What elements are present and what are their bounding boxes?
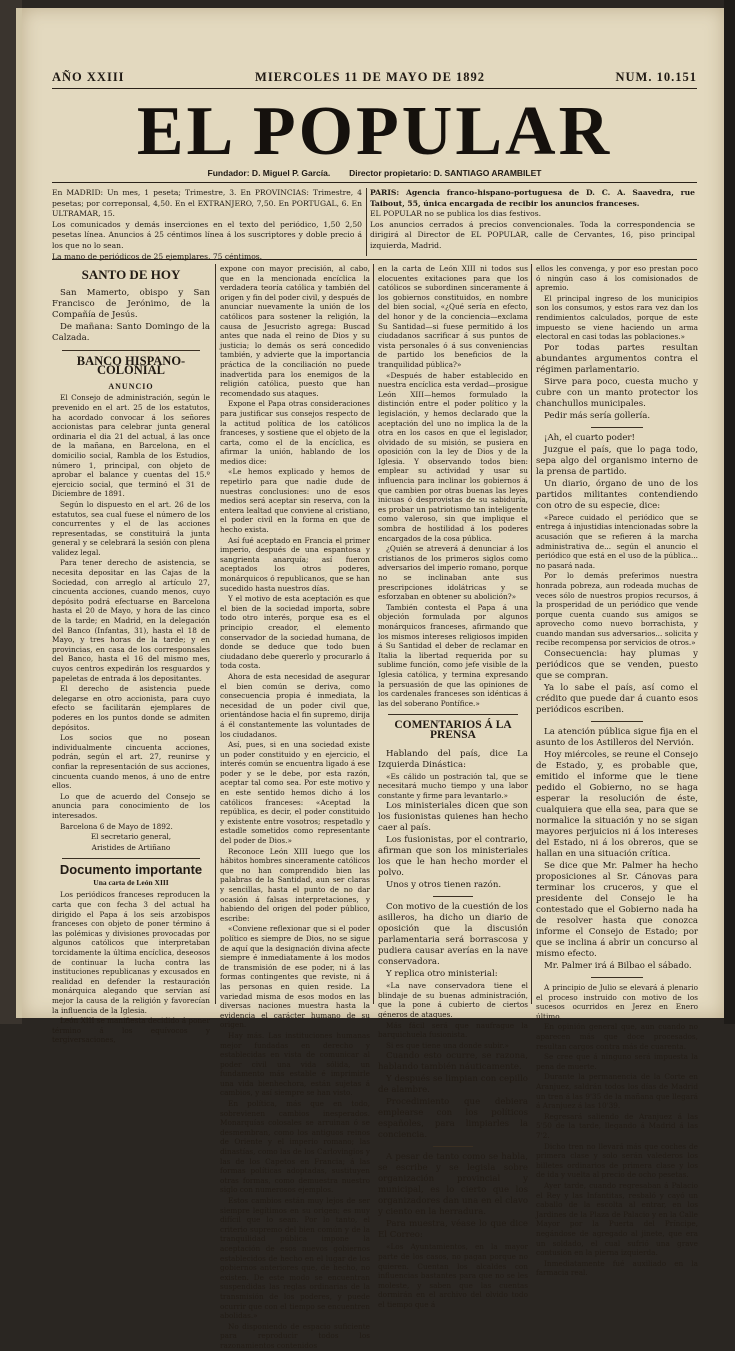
info-line: En MADRID: Un mes, 1 peseta; Trimestre, 3. En PROVINCIAS: Trimestre, 4 pesetas; por correponsal, 4,50. En el EXTRANJERO, 7,50. En PORTUGAL, 6. En ULTRAMAR, 15. — [52, 188, 362, 219]
divider — [591, 977, 643, 978]
newspaper-page — [22, 8, 724, 1350]
divider — [591, 721, 643, 722]
paragraph: Y replica otro ministerial: — [386, 969, 498, 980]
info-line: EL POPULAR no se publica los dias festivos. — [370, 209, 542, 219]
documento-subheading: Una carta de León XIII — [93, 877, 169, 887]
paragraph: Por todas partes resultan abundantes argumentos contra el régimen parlamentario. — [536, 342, 698, 375]
agency-info — [370, 188, 695, 252]
info-line: PARIS: Agencia franco-hispano-portuguesa de D. C. A. Saavedra, rue Taibout, 55, única encargada de recibir los anuncios franceses. — [370, 188, 695, 208]
paragraph: Consecuencia: hay plumas y periódicos que se venden, puesto que se compran. — [536, 649, 698, 682]
paragraph: Durante la permanencia de la Corte en Aranjuez, saldrán todos los días de Madrid un tren á las 9'35 de la mañana que llegará á Aranjuez á las 10'39. — [536, 1072, 698, 1111]
info-divider — [366, 188, 367, 256]
paragraph: Unos y otros tienen razón. — [386, 880, 502, 891]
rule-info — [52, 259, 697, 260]
director: Director propietario: D. SANTIAGO ARAMBILET — [349, 168, 542, 178]
paragraph: A pesar de tanto como se habla, se escribe y se legisla sobre organización provincial y municipal, es lo cierto que los organizadores dan una en el clavo y ciento en la herradura. — [378, 1152, 528, 1218]
info-line: Los anuncios cerrados á precios convencionales. Toda la correspondencia se dirigirá al Director de EL POPULAR, calle de Cervantes, 16, piso principal izquierda, Madrid. — [370, 219, 695, 250]
paragraph: «La nave conservadora tiene el blindaje de su buenas administración, que la pone á cubierto de ciertos géneros de ataques. — [378, 981, 528, 1020]
paragraph: Con motivo de la cuestión de los asilleros, ha dicho un diario de oposición que la discusión parlamentaria será borrascosa y pudiera causar averías en la nave conservadora. — [378, 902, 528, 968]
santo-tomorrow: De mañana: Santo Domingo de la Calzada. — [52, 321, 210, 343]
divider — [388, 714, 518, 715]
paragraph: Por lo demás preferimos nuestra honrada pobreza, aun rodeada muchas de veces sólo de nuestros propios recursos, á la prosperidad de un periódico que vende porque cuenta cuando sus amigos se aprovecho como nuevo borrachista, y cuando mandan sus adversarios... solicita y recibe recompensa por servicios de otros.» — [536, 571, 698, 648]
paragraph: Juzgue el país, que lo paga todo, sepa algo del organismo interno de la prensa de partido. — [536, 444, 698, 477]
paragraph: Y después se limpian con cepillo de alambre. — [378, 1074, 528, 1096]
paragraph: Estos cambios están muy lejos de ser siempre legítimos en su origen; es muy difícil que lo sean. Por lo tanto, el criterio supremo del bien común y de la tranquilidad pública impone la aceptación de esos nuevos gobiernos establecidos de hecho en el lugar de los gobiernos anteriores que, de hecho, no existen. De este modo se encuentran suspendidas las reglas ordinarias de la transmisión de los poderes, y puede ocurrir que con el tiempo se encuentren abolidas.» — [220, 1196, 370, 1321]
paragraph: León XIII se manifiesta decidido á poner término á los equívocos y tergiversaciones, — [52, 1016, 210, 1045]
anuncio-heading: ANUNCIO — [108, 381, 154, 391]
paragraph: Así, pues, si en una sociedad existe un poder constituido y en ejercicio, el interés común se encuentra ligado á ese poder y se le debe, por esta razón, aceptar tal como sea. Por este motivo y en este sentido hemos dicho á los católicos franceses: «Aceptad la república, es decir, el poder constituido y existente entre vosotros; respetadlo y estadle sometidos como representante del poder de Dios.» — [220, 740, 370, 846]
paragraph: Los ministeriales dicen que son los fusionistas quienes han hecho caer al país. — [378, 801, 528, 834]
founder: Fundador: D. Miguel P. García. — [207, 168, 331, 178]
paragraph: Más fácil será que naufrague la barquichuela fusionista. — [378, 1020, 528, 1040]
signature-title: El secretario general, — [90, 832, 172, 842]
paragraph: Lo que de acuerdo del Consejo se anuncia para conocimiento de los interesados. — [52, 791, 210, 820]
paragraph: Para tener derecho de asistencia, se necesita depositar en las Cajas de la Sociedad, con arreglo al artículo 27, cincuenta acciones, cuando menos, cuyo depósito podrá efectuarse en Barcelona hasta el 20 de Mayo, y hora de las cinco de la tarde; en Madrid, en la delegación del Banco (Infantas, 31), hasta el 18 de Mayo, y tres horas de la tarde; y en provincias, en casa de los corresponsales del Banco, hasta el 16 del mismo mes, cuyos centros expedirán los resguardos y papeletas de entrada á los depositantes. — [52, 558, 210, 683]
paragraph: Expone el Papa otras consideraciones para justificar sus consejos respecto de la actitud política de los católicos franceses, y sostiene que el objeto de la carta, como el de la encíclica, es afirmar la unión, hablando de los medios dice: — [220, 399, 370, 466]
paragraph: Dicho tren no llevará más que coches de primera clase y solo serán valederos los billetes ordinarios de primera clase y los de ida y vuelta al precio de ocho pesetas. — [536, 1141, 698, 1180]
documento-heading: Documento importante — [59, 862, 203, 878]
paragraph: No disponiendo de espacio suficiente para reproducir todos los razonamientos contenidos — [220, 1321, 370, 1350]
comentarios-heading: COMENTARIOS Á LA PRENSA — [394, 719, 512, 741]
date: MIERCOLES 11 DE MAYO DE 1892 — [255, 70, 486, 84]
divider — [62, 858, 200, 859]
paragraph: Y el motivo de esta aceptación es que el bien de la sociedad importa, sobre todo otro interés, porque esa es el principio creador, el elemento conservador de la sociedad humana, de donde se deduce que todo buen ciudadano debe quererlo y procurarlo á toda costa. — [220, 594, 370, 671]
paragraph: Así fué aceptado en Francia el primer imperio, después de una espantosa y sangrienta anarquía; así fueron aceptados los otros poderes, monárquicos ó republicanos, que se han sucedido hasta nuestros días. — [220, 535, 370, 593]
santo-text: San Mamerto, obispo y San Francisco de Jerónimo, de la Compañía de Jesús. — [52, 287, 210, 320]
column-2 — [220, 264, 370, 1350]
issue-number: NUM. 10.151 — [615, 70, 697, 84]
header-line — [52, 70, 697, 85]
paragraph: Procedimiento que debiera emplearse con los políticos españoles, para limpiarles la conciencia. — [378, 1097, 528, 1141]
paragraph: expone con mayor precisión, al cabo, que en la mencionada encíclica la verdadera teoría católica y también del origen y fin del poder civil, y después de anunciar nuevamente la unión de los católicos para sostener la religión, la causa de Jesucristo agrega: Buscad antes que nada el reino de Dios y su justicia; lo demás os será concedido también, y advierte que la importancia práctica de la conciliación no puede inadvertida para los enemigos de la religión católica, puesto que han recomendado sus ataques. — [220, 264, 370, 398]
paragraph: «Después de haber establecido en nuestra encíclica esta verdad—prosigue León XIII—hemos formulado la distinción entre el poder político y la legislación, y hemos declarado que la aceptación del uno no implica la de la otra en los casos en que el legislador, olvidado de su misión, se pusiera en oposición con la ley de Dios y de la Iglesia. Y observando todos bien: emplear su actividad y usar su influencia para inclinar los gobiernos á que cambien por otras buenas las leyes inicuas ó desprovistas de su sabiduría, es probar un patriotismo tan inteligente como valeroso, sin que implique el sombra de hostilidad á los poderes encargados de la cosa pública. — [378, 370, 528, 543]
column-divider — [215, 264, 216, 1004]
paragraph: Barcelona 6 de Mayo de 1892. — [60, 821, 173, 831]
paragraph: Los socios que no posean individualmente cincuenta acciones, podrán, según el art. 27, reunirse y confiar la representación de sus acciones, cincuenta cuando menos, á uno de entre ellos. — [52, 733, 210, 791]
year: AÑO XXIII — [52, 70, 125, 84]
divider — [433, 896, 473, 897]
column-divider — [373, 264, 374, 1004]
paragraph: También contesta el Papa á una objeción formulada por algunos monárquicos franceses, afirmando que los mismos intereses religiosos impiden á Su Santidad el deber de reclamar en Italia la libertad requerida por su sublime función, como jefe visible de la Iglesia católica, y termina expresando la persuasión de que las opiniones de los cardenales franceses son idénticas á las del soberano Pontífice.» — [378, 602, 528, 708]
paragraph: «Parece cuidado el periódico que se entrega á injustidias intencionadas sobre la acusación que se refieren á la marcha administrativa de... según el anuncio el periódico que está en el uso de la pública... no pasará nada. — [536, 512, 698, 570]
paragraph: «Le hemos explicado y hemos de repetirlo para que nadie dude de nuestras conclusiones: uno de esos medios será aceptar sin reserva, con la entera lealtad que conviene al cristiano, el poder civil en la forma en que de hecho exista. — [220, 467, 370, 535]
santo-heading: SANTO DE HOY — [81, 267, 181, 282]
paragraph: Pedir más sería gollería. — [544, 410, 651, 421]
info-line: Los comunicados y demás inserciones en el texto del periódico, 1,50 2,50 pesetas línea. Anuncios á 25 céntimos línea á los suscriptores y doble precio á los que no lo sean. — [52, 219, 362, 250]
paragraph: «Es cálido un postración tal, que se necesitará mucho tiempo y una labor constante y firme para levantarlo.» — [378, 771, 528, 800]
paragraph: Reconoce León XIII luego que los hábitos hombres sinceramente católicos que no han comprendido bien las palabras de la Santidad, aun ser claras y sencillas, hasta el punto de no dar ocasión á falsas interpretaciones, y habiendo del origen del poder público, escribe: — [220, 846, 370, 923]
paragraph: Hoy miércoles, se reune el Consejo de Estado, y, es probable que, emitido el informe que le tiene pedido el Gobierno, no se haga esperar la resolución de éste, cualquiera que ella sea, para que se normalice la situación y no se sigan mayores perjuicios ni á los intereses del Estado, ni á los obreros, que se hallan en una situación crítica. — [536, 750, 698, 860]
column-divider — [531, 264, 532, 1004]
divider — [433, 1146, 473, 1147]
paragraph: ¿Quién se atreverá á denunciar á los cristianos de los primeros siglos como adversarios del imperio romano, porque no se inclinaban ante sus prescripciones idolátricas y se esforzaban en obtener su abolición?» — [378, 544, 528, 602]
paragraph: Para muestra, véase lo que dice El Correo: — [378, 1219, 528, 1241]
subscription-info — [52, 188, 362, 262]
divider — [62, 350, 200, 351]
rule-masthead — [52, 182, 697, 183]
paragraph: Ya lo sabe el país, así como el crédito que puede dar á cuanto esos periódicos escriben. — [536, 683, 698, 716]
paragraph: «Conviene reflexionar que si el poder político es siempre de Dios, no se sigue de aquí que la designación divina afecte siempre é inmediatamente á los modos de transmisión de ese poder, ni á las formas contingentes que reviste, ni á las personas en quien reside. La variedad misma de esos modos en las diversas naciones muestra hasta la evidencia el carácter humano de su origen. — [220, 924, 370, 1030]
masthead-title: EL POPULAR — [136, 93, 613, 170]
column-3 — [378, 264, 528, 1309]
paragraph: En política, más que en todo, sobrevienen cambios inesperados. Monarquías colosales se arruinan ó se desmembran, como los antiguos reinos de Oriente y el imperio romano; las dinastías, como las de los Carlovingios y las de los Capetos en Francia; á las formas políticas adoptadas, sustituyen otras formas, como demuestra nuestro siglo con numerosos ejemplos. — [220, 1099, 370, 1195]
paragraph: Hablando del país, dice La Izquierda Dinástica: — [378, 748, 528, 770]
paragraph: Un diario, órgano de uno de los partidos militantes contendiendo con otro de su especie, dice: — [536, 478, 698, 511]
paragraph: en la carta de León XIII ni todos sus elocuentes exitaciones para que los católicos se subordinen sinceramente á los gobiernos constituidos, en nombre del bien social, «¿Qué sería en efecto, del honor y de la conciencia—exclama Su Santidad—si fuese permitido á los ciudadanos sacrificar á sus puntos de vista personales ó á sus conveniencias de partido los beneficios de la tranquilidad pública?» — [378, 264, 528, 369]
rule-top — [52, 88, 697, 89]
divider — [591, 427, 643, 428]
paragraph: Los fusionistas, por el contrario, afirman que son los ministeriales los que le han hecho morder el polvo. — [378, 835, 528, 879]
paragraph: Los periódicos franceses reproducen la carta que con fecha 3 del actual ha dirigido el Papa á los seis arzobispos franceses con objeto de poner término á las polémicas y divisiones provocadas por algunos católicos que interpretaban torcidamente la última encíclica, deseosos de continuar la lucha contra las instituciones republicanas y excusados en realidad en defender la restauración monárquica alegando que servían así mejor la causa de la religión y favorecían la influencia de la Iglesia. — [52, 890, 210, 1015]
paragraph: Ahora de esta necesidad de asegurar el bien común se deriva, como consecuencia propia é inmediata, la necesidad de un poder civil que, orientándose hacia el fin supremo, dirija á él constantemente las voluntades de los ciudadanos. — [220, 671, 370, 739]
column-1 — [52, 264, 210, 1045]
paragraph: A principio de Julio se elevará á plenario el proceso instruido con motivo de los sucesos ocurridos en Jerez en Enero último. — [536, 983, 698, 1021]
paragraph: Hay más. Las instituciones humanas mejor fundadas en derecho y establecidas en vista de comunicar al poder civil una vida sólida, un fundamento más estable é imprimirle una vida bienhechora, están sujetas á cambios, y así siempre se han visto. — [220, 1030, 370, 1098]
paragraph: Según lo dispuesto en el art. 26 de los estatutos, sea cual fuese el número de los concurrentes y el de las acciones representadas, se constituirá la junta general y se celebrará la sesión con plena validez legal. — [52, 499, 210, 557]
banco-heading: BANCO HISPANO-COLONIAL — [76, 353, 186, 378]
paragraph: Regresará saliendo de Aranjuez á las 5'50 de la tarde, llegando á Madrid á las 7'2. — [536, 1111, 698, 1140]
paragraph: Si es que tiene una donde subir.» — [386, 1040, 510, 1050]
paragraph: Se dice que Mr. Palmer ha hecho proposiciones al Sr. Cánovas para terminar los cruceros, y que el presidente del Consejo le ha contestado que el Gobierno nada ha de resolver hasta que conozca informe el Consejo de Estado; por que se inclina á abrir un concurso al mismo efecto. — [536, 861, 698, 960]
paragraph: ellos les convenga, y por eso prestan poco ó ningún caso á los comisionados de apremio. — [536, 264, 698, 293]
founders-line — [52, 168, 697, 178]
paragraph: El derecho de asistencia puede delegarse en otro accionista, para cuyo efecto se facilitarán ejemplares de poderes en los puntos donde se admiten depósitos. — [52, 684, 210, 732]
paragraph: Ayer tarde, cuando regresaban á Palacio el Rey y las Infantitas, resbaló y cayó un caballo de la escolta al entrar, en los Jardines de la Plaza de Palacio y en la Calle Mayor por la Puerta del Príncipe, negándose de agregado al jinete, que era un soldado, el cual sufrió una grave contusión en la pierna izquierda. — [536, 1180, 698, 1258]
paragraph: El Consejo de administración, según le prevenido en el art. 25 de los estatutos, ha acordado convocar á los señores accionistas para celebrar junta general ordinaria el dia 21 del actual, á las once de la mañana, en Barcelona, en el domicilio social, Rambla de los Estudios, número 1, principal, con objeto de aprobar el balance y cuentas del 15.º ejercicio social, que terminó el 31 de Diciembre de 1891. — [52, 393, 210, 499]
paragraph: La atención pública sigue fija en el asunto de los Astilleros del Nervión. — [536, 727, 698, 749]
paragraph: El principal ingreso de los municipios son los consumos, y estos rara vez dan los rendimientos calculados, porque de este impuesto se viene haciendo un arma electoral en casi todas las poblaciones.» — [536, 293, 698, 342]
info-line: La mano de periódicos de 25 ejemplares, 75 céntimos. — [52, 251, 263, 261]
paragraph: Mr. Palmer irá á Bilbao el sábado. — [544, 961, 692, 972]
paragraph: En opinión general que, aun cuando no aparecen más que doce procesados, resultan cargos contra más de cuarenta. — [536, 1022, 698, 1051]
paragraph: Se cree que á ninguno será impuesta la pena de muerte. — [536, 1052, 698, 1071]
paragraph: Inmediatamente fué auxiliado en la farmacia real. — [536, 1258, 698, 1278]
scan-border — [724, 0, 735, 1024]
paragraph: Cuando esto ocurre, se razona, hablando también náuticamente. — [378, 1051, 528, 1073]
signature-name: Aristides de Artiñano — [91, 842, 171, 852]
paragraph: «Los Ayuntamientos, en la mayor parte de los casos, no pagan porque no quieren. Cuentan los alcaldes con influencias bastantes para que no se les moleste, y saben que las cuentas dormirán en el archivo del olvido todo el tiempo que á — [378, 1242, 528, 1309]
column-4 — [536, 264, 698, 1278]
paragraph: Sirve para poco, cuesta mucho y cubre con un manto protector los chanchullos municipales. — [536, 376, 698, 409]
paragraph: ¡Ah, el cuarto poder! — [544, 432, 635, 443]
